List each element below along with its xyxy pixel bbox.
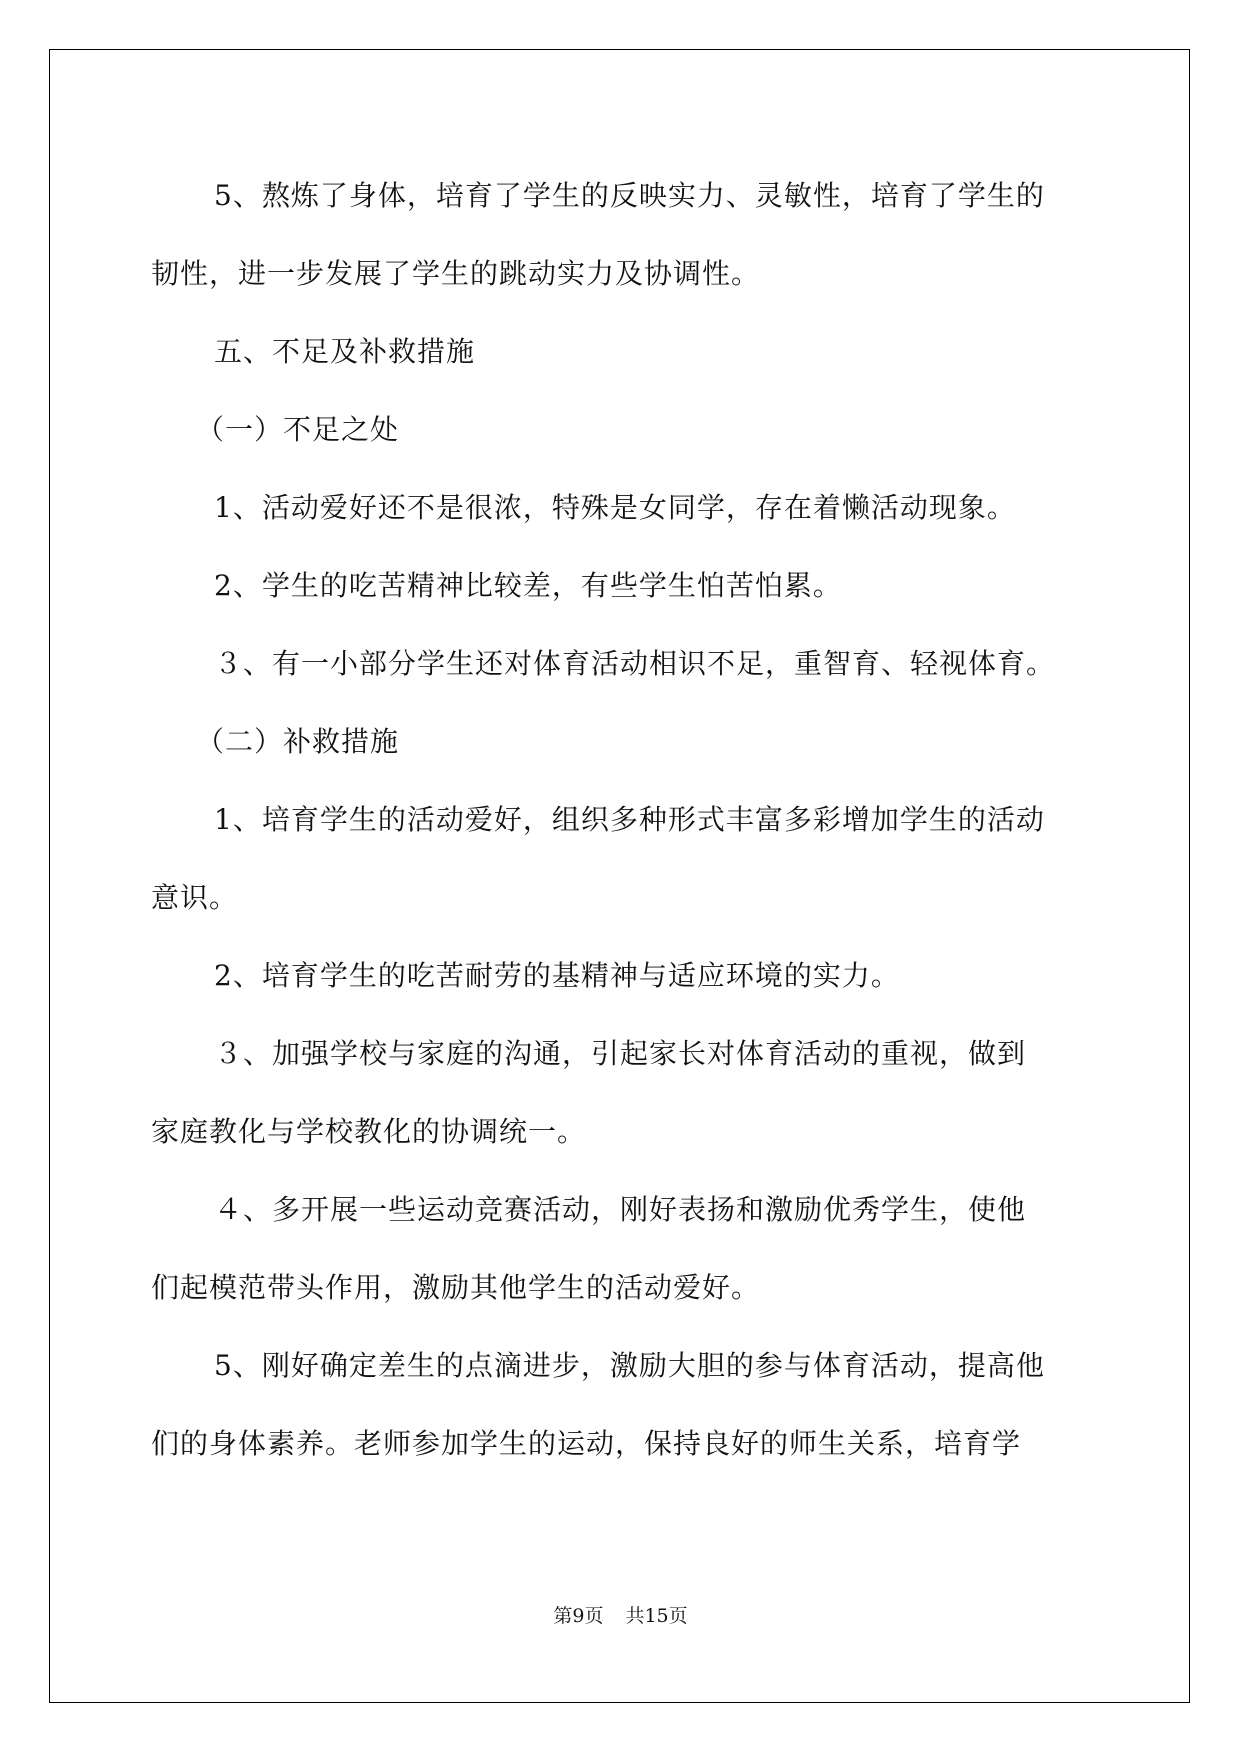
paragraph-line: ４、多开展一些运动竞赛活动，刚好表扬和激励优秀学生，使他: [214, 1193, 1027, 1226]
page-number: 第9页: [553, 1605, 604, 1627]
paragraph-line: 2、培育学生的吃苦耐劳的基精神与适应环境的实力。: [214, 959, 900, 992]
paragraph-line: 们起模范带头作用，激励其他学生的活动爱好。: [151, 1271, 761, 1304]
paragraph-line: 1、培育学生的活动爱好，组织多种形式丰富多彩增加学生的活动: [214, 803, 1045, 836]
paragraph-line: 5、熬炼了身体，培育了学生的反映实力、灵敏性，培育了学生的: [214, 179, 1045, 212]
paragraph-line: 们的身体素养。老师参加学生的运动，保持良好的师生关系，培育学: [151, 1427, 1022, 1460]
paragraph-line: 韧性，进一步发展了学生的跳动实力及协调性。: [151, 257, 761, 290]
subsection-heading: （二）补救措施: [196, 725, 400, 758]
subsection-heading: （一）不足之处: [196, 413, 400, 446]
paragraph-line: ３、有一小部分学生还对体育活动相识不足，重智育、轻视体育。: [214, 647, 1056, 680]
paragraph-line: 1、活动爱好还不是很浓，特殊是女同学，存在着懒活动现象。: [214, 491, 1016, 524]
page-footer: [0, 1604, 1241, 1628]
paragraph-line: 意识。: [151, 881, 239, 914]
paragraph-line: 家庭教化与学校教化的协调统一。: [151, 1115, 587, 1148]
paragraph-line: 2、学生的吃苦精神比较差，有些学生怕苦怕累。: [214, 569, 842, 602]
section-heading: 五、不足及补救措施: [214, 335, 476, 368]
paragraph-line: 5、刚好确定差生的点滴进步，激励大胆的参与体育活动，提高他: [214, 1349, 1045, 1382]
page-total: 共15页: [625, 1605, 688, 1627]
paragraph-line: ３、加强学校与家庭的沟通，引起家长对体育活动的重视，做到: [214, 1037, 1027, 1070]
